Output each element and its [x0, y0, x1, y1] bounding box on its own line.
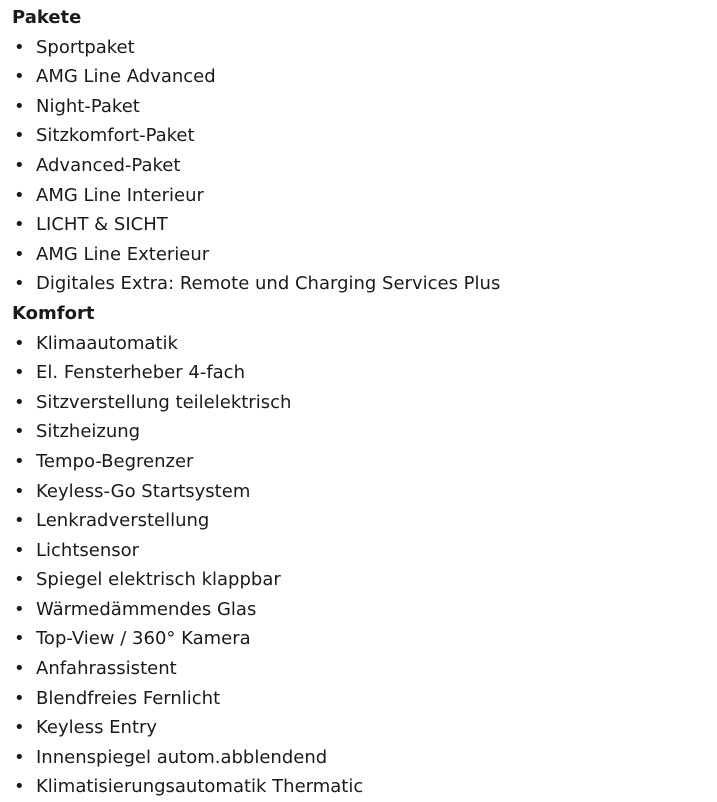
list-item — [12, 388, 717, 418]
list-item — [12, 743, 717, 773]
list-item — [12, 92, 717, 122]
feature-list — [12, 329, 717, 802]
list-item-label: Anfahrassistent — [36, 658, 177, 680]
list-item-label: Wärmedämmendes Glas — [36, 598, 257, 620]
list-item-label: Sitzverstellung teilelektrisch — [36, 391, 292, 413]
list-item — [12, 536, 717, 566]
bullet-icon: • — [14, 66, 25, 88]
list-item-label: Advanced-Paket — [36, 154, 181, 176]
bullet-icon: • — [14, 154, 25, 176]
list-item-label: Lenkradverstellung — [36, 510, 210, 532]
list-item-label: AMG Line Exterieur — [36, 243, 210, 265]
list-item-label: Klimaautomatik — [36, 332, 178, 354]
bullet-icon: • — [14, 539, 25, 561]
list-item-label: Lichtsensor — [36, 539, 140, 561]
list-item — [12, 506, 717, 536]
bullet-icon: • — [14, 243, 25, 265]
list-item-label: Keyless Entry — [36, 717, 158, 739]
bullet-icon: • — [14, 717, 25, 739]
bullet-icon: • — [14, 658, 25, 680]
list-item-label: Klimatisierungsautomatik Thermatic — [36, 776, 364, 798]
list-item — [12, 151, 717, 181]
list-item-label: El. Fensterheber 4-fach — [36, 362, 245, 384]
bullet-icon: • — [14, 362, 25, 384]
list-item-label: Sitzheizung — [36, 421, 141, 443]
list-item-label: Tempo-Begrenzer — [36, 450, 194, 472]
bullet-icon: • — [14, 598, 25, 620]
bullet-icon: • — [14, 184, 25, 206]
list-item-label: Blendfreies Fernlicht — [36, 687, 221, 709]
list-item-label: Keyless-Go Startsystem — [36, 480, 251, 502]
bullet-icon: • — [14, 95, 25, 117]
list-item-label: Night-Paket — [36, 95, 140, 117]
list-item — [12, 417, 717, 447]
list-item-label: Top-View / 360° Kamera — [36, 628, 251, 650]
list-item — [12, 477, 717, 507]
list-item — [12, 447, 717, 477]
list-item — [12, 624, 717, 654]
list-item-label: Spiegel elektrisch klappbar — [36, 569, 281, 591]
bullet-icon: • — [14, 510, 25, 532]
bullet-icon: • — [14, 391, 25, 413]
list-item — [12, 269, 717, 299]
list-item — [12, 240, 717, 270]
list-item-label: AMG Line Advanced — [36, 66, 216, 88]
list-item — [12, 654, 717, 684]
list-item — [12, 595, 717, 625]
feature-list — [12, 33, 717, 299]
list-item — [12, 33, 717, 63]
bullet-icon: • — [14, 776, 25, 798]
list-item — [12, 62, 717, 92]
list-item — [12, 565, 717, 595]
list-item-label: LICHT & SICHT — [36, 214, 168, 236]
bullet-icon: • — [14, 273, 25, 295]
list-item-label: Innenspiegel autom.abblendend — [36, 746, 328, 768]
bullet-icon: • — [14, 421, 25, 443]
list-item-label: Sportpaket — [36, 36, 135, 58]
bullet-icon: • — [14, 450, 25, 472]
list-item — [12, 772, 717, 802]
bullet-icon: • — [14, 687, 25, 709]
section-title: Pakete — [12, 7, 82, 28]
list-item — [12, 210, 717, 240]
list-item — [12, 358, 717, 388]
bullet-icon: • — [14, 746, 25, 768]
list-item-label: Sitzkomfort-Paket — [36, 125, 195, 147]
list-item — [12, 181, 717, 211]
list-item — [12, 684, 717, 714]
bullet-icon: • — [14, 214, 25, 236]
list-item — [12, 121, 717, 151]
list-item-label: AMG Line Interieur — [36, 184, 204, 206]
bullet-icon: • — [14, 628, 25, 650]
section-komfort — [12, 299, 717, 802]
bullet-icon: • — [14, 36, 25, 58]
list-item — [12, 713, 717, 743]
section-pakete — [12, 3, 717, 299]
section-title: Komfort — [12, 302, 95, 324]
bullet-icon: • — [14, 332, 25, 354]
list-item-label: Digitales Extra: Remote und Charging Services Plus — [36, 273, 501, 295]
bullet-icon: • — [14, 125, 25, 147]
bullet-icon: • — [14, 480, 25, 502]
list-item — [12, 329, 717, 359]
bullet-icon: • — [14, 569, 25, 591]
